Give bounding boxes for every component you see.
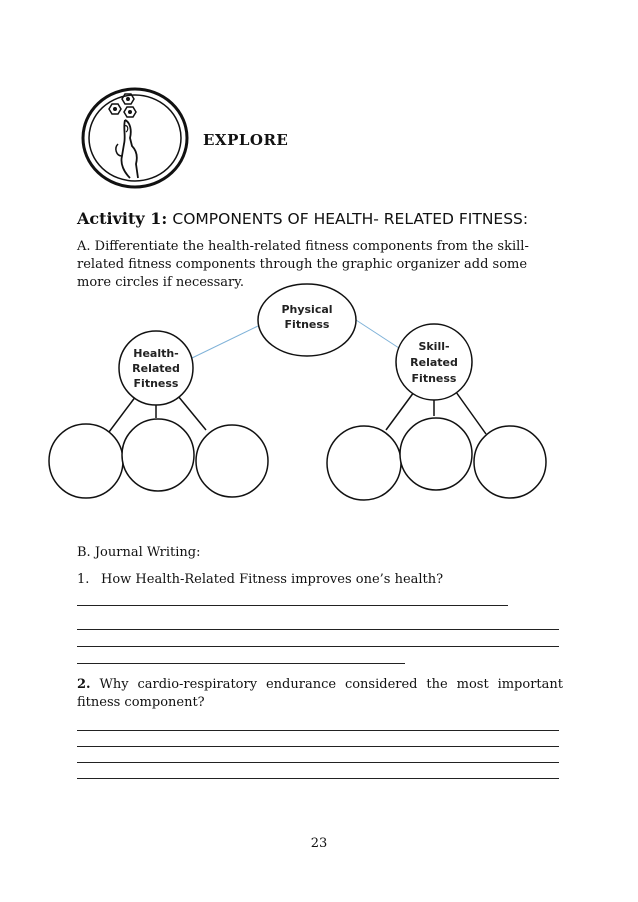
activity-label: Activity 1: [77, 209, 168, 228]
question-1 [77, 572, 443, 587]
answer-line[interactable] [77, 646, 559, 647]
answer-line[interactable] [77, 629, 559, 630]
skill-component-circle[interactable] [327, 426, 401, 500]
skill-component-circle[interactable] [474, 426, 546, 498]
health-component-circle[interactable] [196, 425, 268, 497]
activity-instruction: A. Differentiate the health-related fitness components from the skill-related fitness components through the graphic organizer add some more circles if necessary. [77, 239, 529, 290]
left-node-line2: Related [132, 362, 180, 375]
right-node-line3: Fitness [411, 372, 457, 385]
answer-line[interactable] [77, 605, 508, 606]
answer-line[interactable] [77, 730, 559, 731]
connector-center-right [356, 320, 402, 350]
journal-heading: B. Journal Writing: [77, 545, 201, 560]
section-title: EXPLORE [203, 131, 289, 149]
page-number: 23 [310, 836, 328, 851]
question-1-text: How Health-Related Fitness improves one’s health? [101, 572, 444, 587]
center-node-line1: Physical [281, 303, 333, 316]
activity-title: COMPONENTS OF HEALTH- RELATED FITNESS: [172, 210, 529, 228]
answer-line[interactable] [77, 762, 559, 763]
health-component-circle[interactable] [49, 424, 123, 498]
question-2-number: 2. [77, 677, 91, 692]
connector-left-3 [178, 396, 206, 430]
right-node-line1: Skill- [418, 340, 450, 353]
left-node-line3: Fitness [133, 377, 179, 390]
right-node-line2: Related [410, 356, 458, 369]
activity-heading [77, 209, 528, 228]
answer-line[interactable] [77, 663, 405, 664]
question-2 [77, 676, 563, 712]
health-component-circle[interactable] [122, 419, 194, 491]
connector-center-left [192, 326, 258, 358]
graphic-organizer [40, 280, 600, 520]
question-1-number: 1. [77, 572, 90, 587]
left-node-line1: Health- [133, 347, 179, 360]
answer-line[interactable] [77, 778, 559, 779]
question-2-text: Why cardio-respiratory endurance considered the most important fitness component? [77, 677, 563, 710]
hand-holding-gears-icon [80, 86, 190, 190]
answer-line[interactable] [77, 746, 559, 747]
connector-right-1 [386, 392, 414, 430]
center-node-line2: Fitness [284, 318, 330, 331]
skill-component-circle[interactable] [400, 418, 472, 490]
